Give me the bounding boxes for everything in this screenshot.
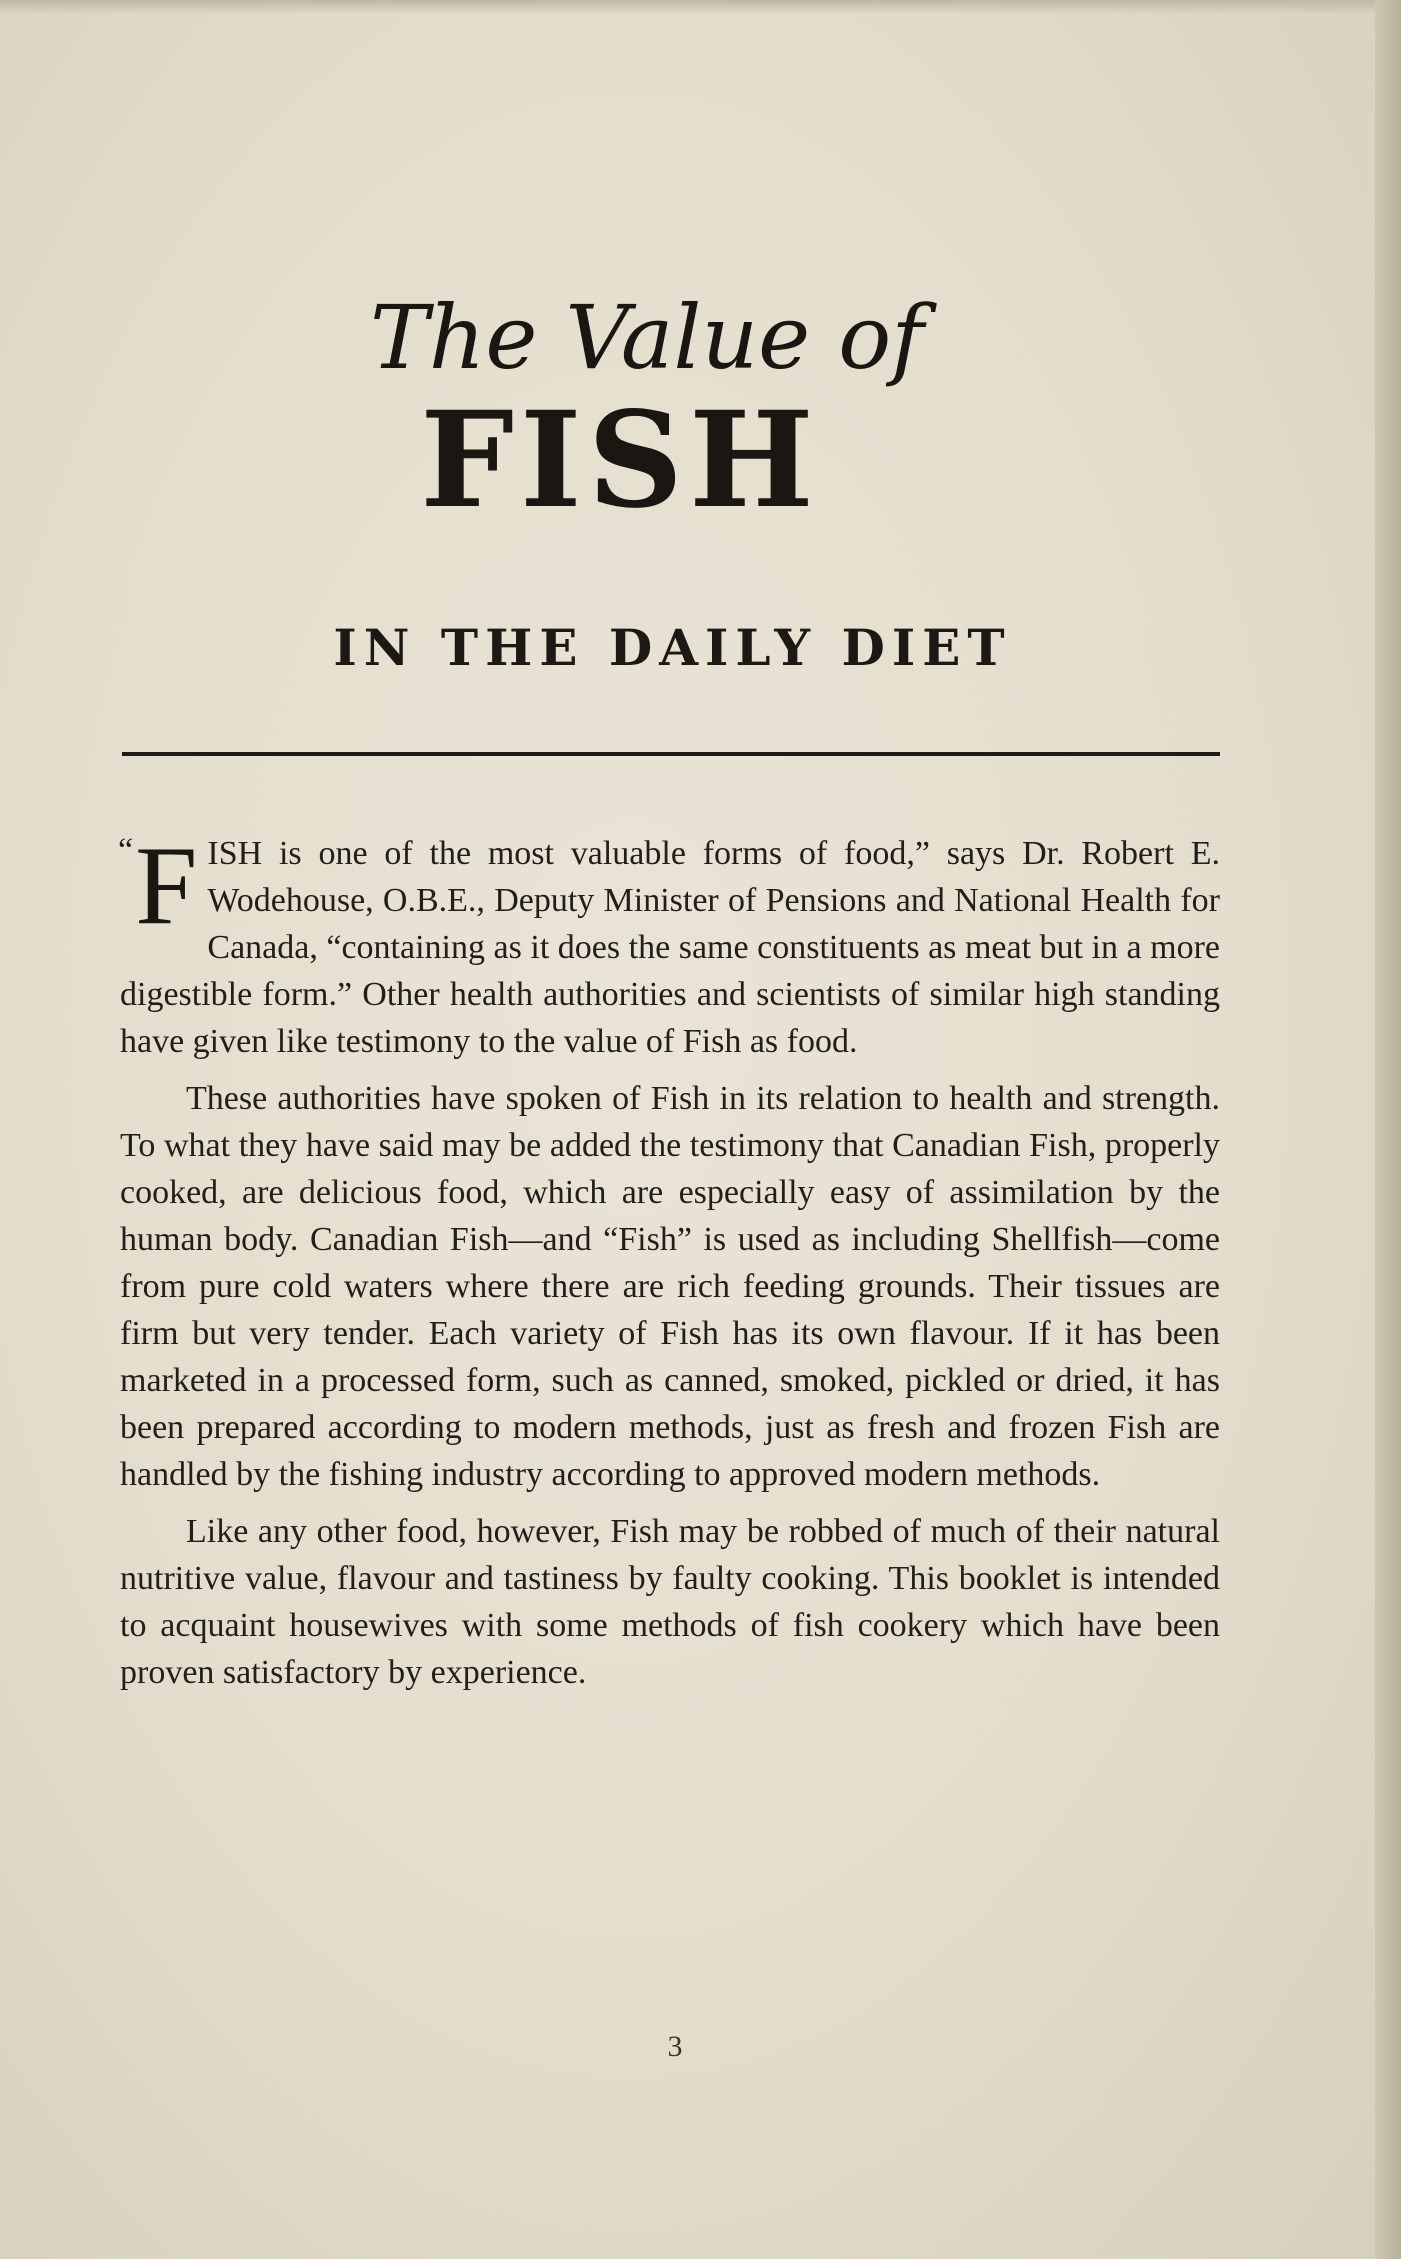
title-main: FISH: [420, 383, 820, 538]
body-text: [118, 824, 1220, 1706]
opening-quote: “: [118, 832, 134, 869]
subtitle: IN THE DAILY DIET: [333, 618, 1012, 677]
paragraph-2: These authorities have spoken of Fish in its relation to health and strength. To what they have said may be added the testimony that Canadian Fish, properly cooked, are delicious food, which are especially easy of assimilation by the human body. Canadian Fish—and “Fish” is used as including Shellfish—come from pure cold waters where there are rich feeding grounds. Their tissues are firm but very tender. Each variety of Fish has its own flavour. If it has been marketed in a processed form, such as canned, smoked, pickled or dried, it has been prepared according to modern methods, just as fresh and frozen Fish are handled by the fishing industry according to approved modern methods.: [120, 1080, 1220, 1493]
page-number: 3: [667, 2030, 683, 2063]
page-top-shadow: [0, 0, 1401, 14]
title-line1-text: The Value of: [370, 286, 924, 389]
page-edge: [1375, 0, 1401, 2259]
paragraph-1-text: ISH is one of the most valuable forms of food,” says Dr. Robert E. Wodehouse, O.B.E., Deputy Minister of Pensions and National Health for Canada, “containing as it does the same constituents as meat but in a more digestible form.” Other health authorities and scientists of similar high standing have given like testimony to the value of Fish as food.: [120, 835, 1220, 1060]
divider-rule: [122, 752, 1220, 756]
title-block: [220, 240, 1020, 570]
title-script-line: [370, 280, 1020, 390]
paragraph-1: [118, 824, 1220, 1065]
drop-cap: F: [135, 824, 198, 948]
paragraph-3: Like any other food, however, Fish may be robbed of much of their natural nutritive value, flavour and tastiness by faulty cooking. This booklet is intended to acquaint housewives with some methods of fish cookery which have been proven satisfactory by experience.: [120, 1513, 1220, 1691]
